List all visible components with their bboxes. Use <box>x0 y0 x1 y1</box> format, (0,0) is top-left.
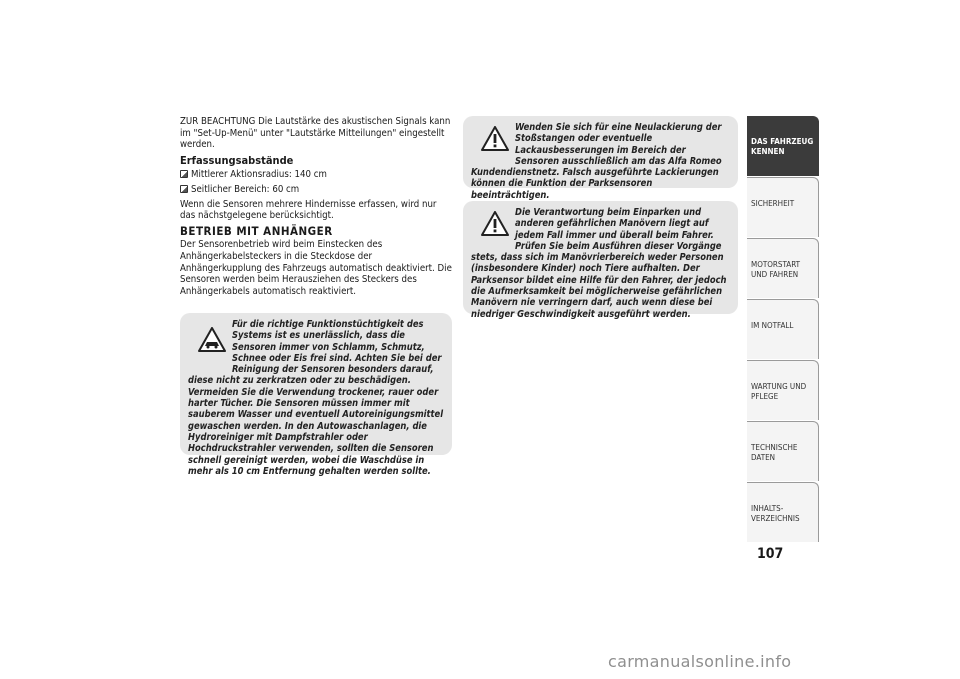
checkbox-bullet-icon <box>180 185 188 193</box>
detection-heading: Erfassungsabstände <box>180 153 294 167</box>
paint-warning <box>463 116 738 201</box>
car-warning-icon <box>188 323 232 365</box>
warning-triangle-icon <box>471 207 515 243</box>
tab-sicherheit[interactable]: SICHERHEIT <box>747 177 819 237</box>
tab-motorstart-und-fahren[interactable]: MOTORSTART UND FAHREN <box>747 238 819 298</box>
tab-inhaltsverzeichnis[interactable]: INHALTS-VERZEICHNIS <box>747 482 819 542</box>
list-item: Seitlicher Bereich: 60 cm <box>180 184 452 196</box>
note-text: ZUR BEACHTUNG Die Lautstärke des akustischen Signals kann im "Set-Up-Menü" unter "Lautstärke Mitteilungen" eingestellt werden. <box>180 116 451 151</box>
tab-im-notfall[interactable]: IM NOTFALL <box>747 299 819 359</box>
multi-obstacle-text: Wenn die Sensoren mehrere Hindernisse erfassen, wird nur das nächstgelegene berücksichtigt. <box>180 198 437 222</box>
tab-wartung-und-pflege[interactable]: WARTUNG UND PFLEGE <box>747 360 819 420</box>
trailer-heading: BETRIEB MIT ANHÄNGER <box>180 223 333 238</box>
tab-technische-daten[interactable]: TECHNISCHE DATEN <box>747 421 819 481</box>
left-column <box>180 116 452 301</box>
warning-text: Wenden Sie sich für eine Neulackierung der Stoßstangen oder eventuelle Lackausbesserungen im Bereich der Sensoren ausschließlich am das Alfa Romeo Kundendienstnetz. Falsch ausgeführte Lackierungen können die Funktion der Parksensoren beeinträchtigen. <box>471 122 722 201</box>
responsibility-warning <box>463 201 738 320</box>
warning-text: Für die richtige Funktionstüchtigkeit des Systems ist es unerlässlich, dass die Sensoren immer von Schlamm, Schmutz, Schnee oder Eis frei sind. Achten Sie bei der Reinigung der Sensoren besonders darauf, diese nicht zu zerkratzen oder zu beschädigen. Vermeiden Sie die Verwendung trockener, rauer oder harter Tücher. Die Sensoren müssen immer mit sauberem Wasser und eventuell Autoreinigungsmittel gewaschen werden. In den Autowaschanlagen, die Hydroreiniger mit Dampfstrahler oder Hochdruckstrahler verwenden, sollten die Sensoren schnell gereinigt werden, wobei die Waschdüse in mehr als 10 cm Entfernung gehalten werden sollte. <box>188 319 444 477</box>
watermark: carmanualsonline.info <box>608 652 792 671</box>
warning-triangle-icon <box>471 122 515 158</box>
page-number: 107 <box>757 546 784 562</box>
warning-text: Die Verantwortung beim Einparken und anderen gefährlichen Manövern liegt auf jedem Fall immer und überall beim Fahrer. Prüfen Sie beim Ausführen dieser Vorgänge stets, dass sich im Manövrierbereich weder Personen (insbesondere Kinder) noch Tiere aufhalten. Der Parksensor bildet eine Hilfe für den Fahrer, der jedoch die Aufmerksamkeit bei möglicherweise gefährlichen Manövern nie verringern darf, auch wenn diese bei niedriger Geschwindigkeit ausgeführt werden. <box>471 207 727 320</box>
tab-das-fahrzeug-kennen[interactable]: DAS FAHRZEUG KENNEN <box>747 116 819 176</box>
chapter-sidebar <box>747 116 820 543</box>
sensor-cleaning-warning <box>180 313 452 477</box>
checkbox-bullet-icon <box>180 170 188 178</box>
trailer-text: Der Sensorenbetrieb wird beim Einstecken des Anhängerkabelsteckers in die Steckdose der Anhängerkupplung des Fahrzeugs automatisch deaktiviert. Die Sensoren werden beim Herausziehen des Steckers des Anhängerkabels automatisch reaktiviert. <box>180 239 452 297</box>
list-item: Mittlerer Aktionsradius: 140 cm <box>180 169 452 181</box>
